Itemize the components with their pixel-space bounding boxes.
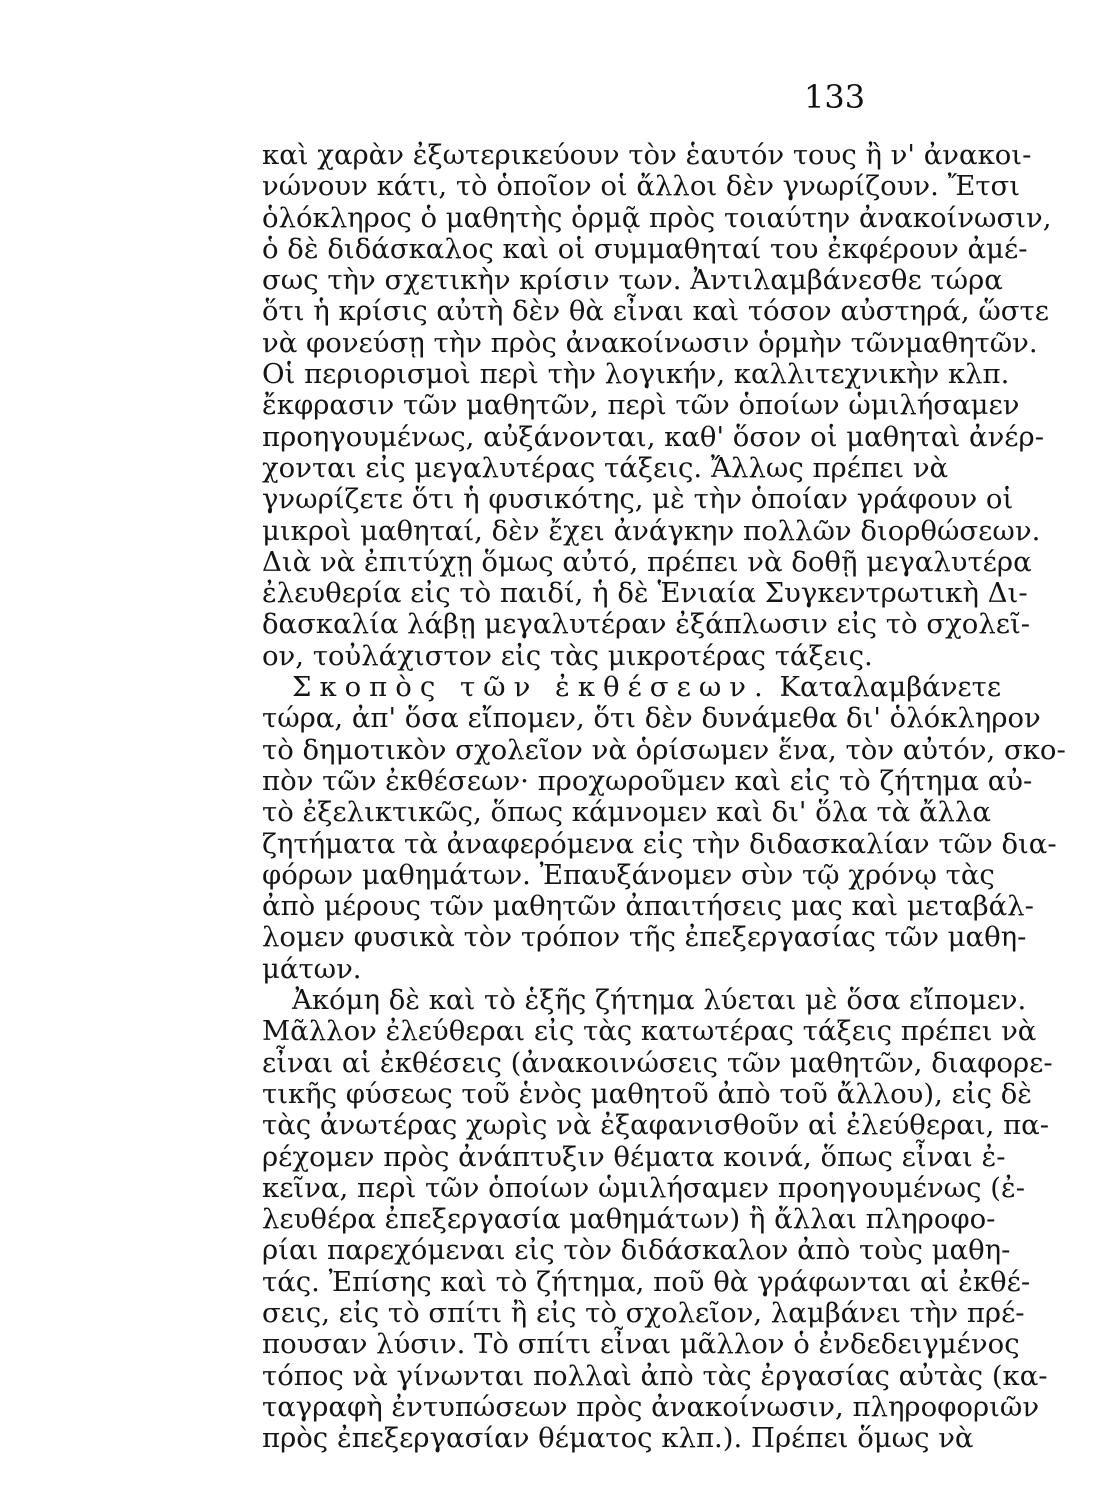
text-line: Μᾶλλον ἐλεύθεραι εἰς τὰς κατωτέρας τάξεις πρέπει νὰ xyxy=(262,1015,1037,1048)
page-number: 133 xyxy=(804,78,866,116)
text-line: ζητήματα τὰ ἀναφερόμενα εἰς τὴν διδασκαλίαν τῶν δια- xyxy=(262,827,1057,860)
section-heading: Σκοπὸς τῶν ἐκθέσεων. xyxy=(292,671,771,704)
text-line: τὸ δημοτικὸν σχολεῖον νὰ ὁρίσωμεν ἕνα, τὸν αὐτόν, σκο- xyxy=(262,733,1066,766)
text-line: μικροὶ μαθηταί, δὲν ἔχει ἀνάγκην πολλῶν διορθώσεων. xyxy=(262,514,1041,547)
text-line: ἔκφρασιν τῶν μαθητῶν, περὶ τῶν ὁποίων ὡμιλήσαμεν xyxy=(262,389,1020,422)
text-line: ἀπὸ μέρους τῶν μαθητῶν ἀπαιτήσεις μας καὶ μεταβάλ- xyxy=(262,890,1034,923)
text-line: σεις, εἰς τὸ σπίτι ἢ εἰς τὸ σχολεῖον, λαμβάνει τὴν πρέ- xyxy=(262,1296,1025,1329)
text-line: λευθέρα ἐπεξεργασία μαθημάτων) ἢ ἄλλαι πληροφο- xyxy=(262,1203,996,1236)
text-line: δασκαλία λάβῃ μεγαλυτέραν ἐξάπλωσιν εἰς τὸ σχολεῖ- xyxy=(262,608,1031,641)
text-line: Διὰ νὰ ἐπιτύχῃ ὅμως αὐτό, πρέπει νὰ δοθῇ μεγαλυτέρα xyxy=(262,545,1032,578)
text-line: νὰ φονεύσῃ τὴν πρὸς ἀνακοίνωσιν ὁρμὴν τῶνμαθητῶν. xyxy=(262,326,1038,359)
text-line: τὰς ἀνωτέρας χωρὶς νὰ ἐξαφανισθοῦν αἱ ἐλεύθεραι, πα- xyxy=(262,1109,1050,1142)
text-line: τάς. Ἐπίσης καὶ τὸ ζήτημα, ποῦ θὰ γράφωνται αἱ ἐκθέ- xyxy=(262,1265,1031,1298)
text-line: ρέχομεν πρὸς ἀνάπτυξιν θέματα κοινά, ὅπως εἶναι ἐ- xyxy=(262,1140,1006,1173)
text-fragment: Καταλαμβάνετε xyxy=(770,671,1002,704)
text-line: σως τὴν σχετικὴν κρίσιν των. Ἀντιλαμβάνεσθε τώρα xyxy=(262,264,1003,297)
text-line: πρὸς ἐπεξεργασίαν θέματος κλπ.). Πρέπει ὅμως νὰ xyxy=(262,1422,974,1455)
text-line: ὁ δὲ διδάσκαλος καὶ οἱ συμμαθηταί του ἐκφέρουν ἀμέ- xyxy=(262,232,1028,265)
text-line: Ἀκόμη δὲ καὶ τὸ ἑξῆς ζήτημα λύεται μὲ ὅσα εἴπομεν. xyxy=(292,984,1027,1017)
section-heading-line xyxy=(262,671,1002,704)
text-line: ὁλόκληρος ὁ μαθητὴς ὁρμᾷ πρὸς τοιαύτην ἀνακοίνωσιν, xyxy=(262,201,1052,234)
text-line: ρίαι παρεχόμεναι εἰς τὸν διδάσκαλον ἀπὸ τοὺς μαθη- xyxy=(262,1234,1011,1267)
text-line: τὸ ἐξελικτικῶς, ὅπως κάμνομεν καὶ δι' ὅλα τὰ ἄλλα xyxy=(262,796,991,829)
text-line: Οἱ περιορισμοὶ περὶ τὴν λογικήν, καλλιτεχνικὴν κλπ. xyxy=(262,358,1010,391)
text-line: φόρων μαθημάτων. Ἐπαυξάνομεν σὺν τῷ χρόνῳ τὰς xyxy=(262,858,995,891)
text-line: καὶ χαρὰν ἐξωτερικεύουν τὸν ἑαυτόν τους ἢ ν' ἀνακοι- xyxy=(262,139,1032,171)
text-line: πὸν τῶν ἐκθέσεων· προχωροῦμεν καὶ εἰς τὸ ζήτημα αὐ- xyxy=(262,764,1033,797)
text-line: εἶναι αἱ ἐκθέσεις (ἀνακοινώσεις τῶν μαθητῶν, διαφορε- xyxy=(262,1046,1053,1079)
text-line: μάτων. xyxy=(262,952,362,985)
text-line: ὅτι ἡ κρίσις αὐτὴ δὲν θὰ εἶναι καὶ τόσον αὐστηρά, ὥστε xyxy=(262,295,1050,328)
text-line: λομεν φυσικὰ τὸν τρόπον τῆς ἐπεξεργασίας τῶν μαθη- xyxy=(262,921,1027,954)
text-line: γνωρίζετε ὅτι ἡ φυσικότης, μὲ τὴν ὁποίαν γράφουν οἱ xyxy=(262,483,1014,516)
text-line: τόπος νὰ γίνωνται πολλαὶ ἀπὸ τὰς ἐργασίας αὐτὰς (κα- xyxy=(262,1359,1048,1392)
text-line: ον, τοὐλάχιστον εἰς τὰς μικροτέρας τάξεις. xyxy=(262,639,873,672)
text-line: κεῖνα, περὶ τῶν ὁποίων ὡμιλήσαμεν προηγουμένως (ἐ- xyxy=(262,1171,1026,1204)
body-text xyxy=(262,139,1066,1455)
text-line: τικῆς φύσεως τοῦ ἑνὸς μαθητοῦ ἀπὸ τοῦ ἄλλου), εἰς δὲ xyxy=(262,1077,1033,1110)
text-line: πουσαν λύσιν. Τὸ σπίτι εἶναι μᾶλλον ὁ ἐνδεδειγμένος xyxy=(262,1328,1020,1361)
text-line: ταγραφὴ ἐντυπώσεων πρὸς ἀνακοίνωσιν, πληροφοριῶν xyxy=(262,1390,1040,1423)
text-line: νώνουν κάτι, τὸ ὁποῖον οἱ ἄλλοι δὲν γνωρίζουν. Ἔτσι xyxy=(262,170,1021,203)
text-line: χονται εἰς μεγαλυτέρας τάξεις. Ἄλλως πρέπει νὰ xyxy=(262,451,949,484)
text-line: τώρα, ἀπ' ὅσα εἴπομεν, ὅτι δὲν δυνάμεθα δι' ὁλόκληρον xyxy=(262,702,1041,735)
text-line: προηγουμένως, αὐξάνονται, καθ' ὅσον οἱ μαθηταὶ ἀνέρ- xyxy=(262,420,1044,453)
text-line: ἐλευθερία εἰς τὸ παιδί, ἡ δὲ Ἑνιαία Συγκεντρωτικὴ Δι- xyxy=(262,577,1028,610)
